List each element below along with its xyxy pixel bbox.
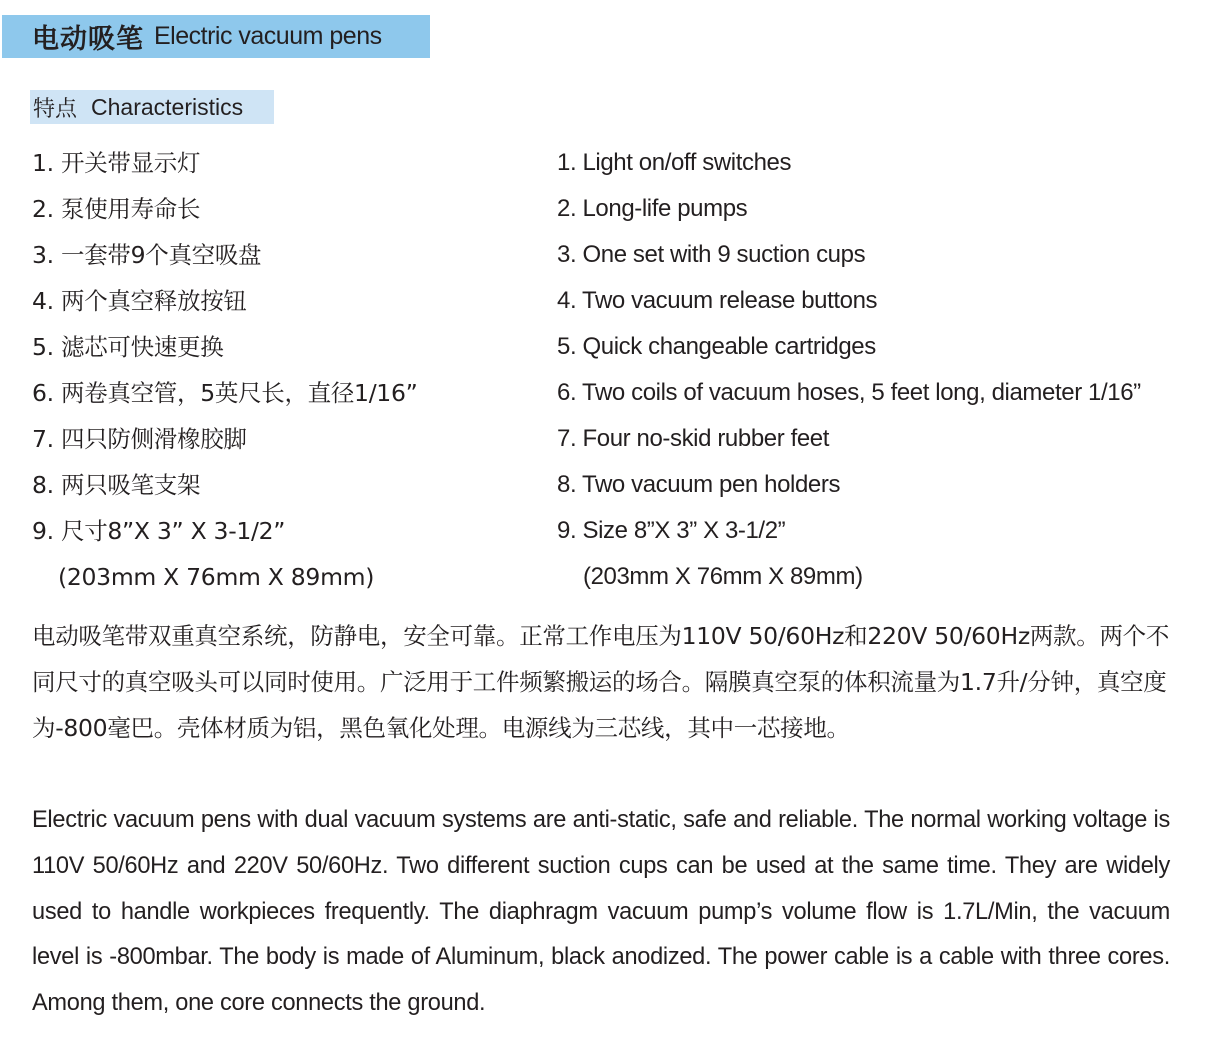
feature-item-cn: 3. 一套带9个真空吸盘 (32, 241, 262, 269)
feature-item-cn: 9. 尺寸8”X 3” X 3-1/2” (32, 517, 286, 545)
title-banner (2, 15, 430, 58)
feature-item-en: 4. Two vacuum release buttons (557, 287, 878, 314)
features-list-chinese (32, 140, 532, 600)
section-heading-chinese: 特点 (33, 96, 78, 122)
feature-item-en: 8. Two vacuum pen holders (557, 471, 841, 498)
feature-item-en: 3. One set with 9 suction cups (557, 241, 866, 268)
description-english: Electric vacuum pens with dual vacuum systems are anti-static, safe and reliable. The normal working voltage is 110V 50/60Hz and 220V 50/60Hz. Two different suction cups can be used at the same time. They are widely used to handle workpieces frequently. The diaphragm vacuum pump’s volume flow is 1.7L/Min, the vacuum level is -800mbar. The body is made of Aluminum, black anodized. The power cable is a cable with three cores. Among them, one core connects the ground. (32, 807, 1170, 1017)
feature-item-cn: 5. 滤芯可快速更换 (32, 333, 224, 361)
feature-item-cn: 2. 泵使用寿命长 (32, 195, 201, 223)
feature-item-cn: 7. 四只防侧滑橡胶脚 (32, 425, 247, 453)
feature-item-en: 5. Quick changeable cartridges (557, 333, 876, 360)
description-chinese: 电动吸笔带双重真空系统，防静电，安全可靠。正常工作电压为110V 50/60Hz和220V 50/60Hz两款。两个不同尺寸的真空吸头可以同时使用。广泛用于工件频繁搬运的场合。隔膜真空泵的体积流量为1.7升/分钟，真空度为-800毫巴。壳体材质为铝，黑色氧化处理。电源线为三芯线，其中一芯接地。 (32, 622, 1170, 742)
feature-item-cn-dimensions: (203mm X 76mm X 89mm) (58, 563, 375, 591)
features-list-english (557, 140, 1197, 600)
feature-item-cn: 1. 开关带显示灯 (32, 149, 201, 177)
section-heading-english: Characteristics (91, 93, 244, 120)
feature-item-cn: 6. 两卷真空管，5英尺长，直径1/16” (32, 379, 418, 407)
title-chinese: 电动吸笔 (32, 24, 144, 55)
feature-item-cn: 4. 两个真空释放按钮 (32, 287, 247, 315)
feature-item-en-dimensions: (203mm X 76mm X 89mm) (583, 563, 863, 590)
feature-item-en: 9. Size 8”X 3” X 3-1/2” (557, 517, 786, 544)
feature-item-en: 6. Two coils of vacuum hoses, 5 feet long, diameter 1/16” (557, 379, 1141, 406)
feature-item-en: 2. Long-life pumps (557, 195, 748, 222)
title-english: Electric vacuum pens (154, 22, 382, 50)
feature-item-cn: 8. 两只吸笔支架 (32, 471, 201, 499)
feature-item-en: 1. Light on/off switches (557, 149, 792, 176)
feature-item-en: 7. Four no-skid rubber feet (557, 425, 830, 452)
section-heading-characteristics (30, 90, 274, 124)
